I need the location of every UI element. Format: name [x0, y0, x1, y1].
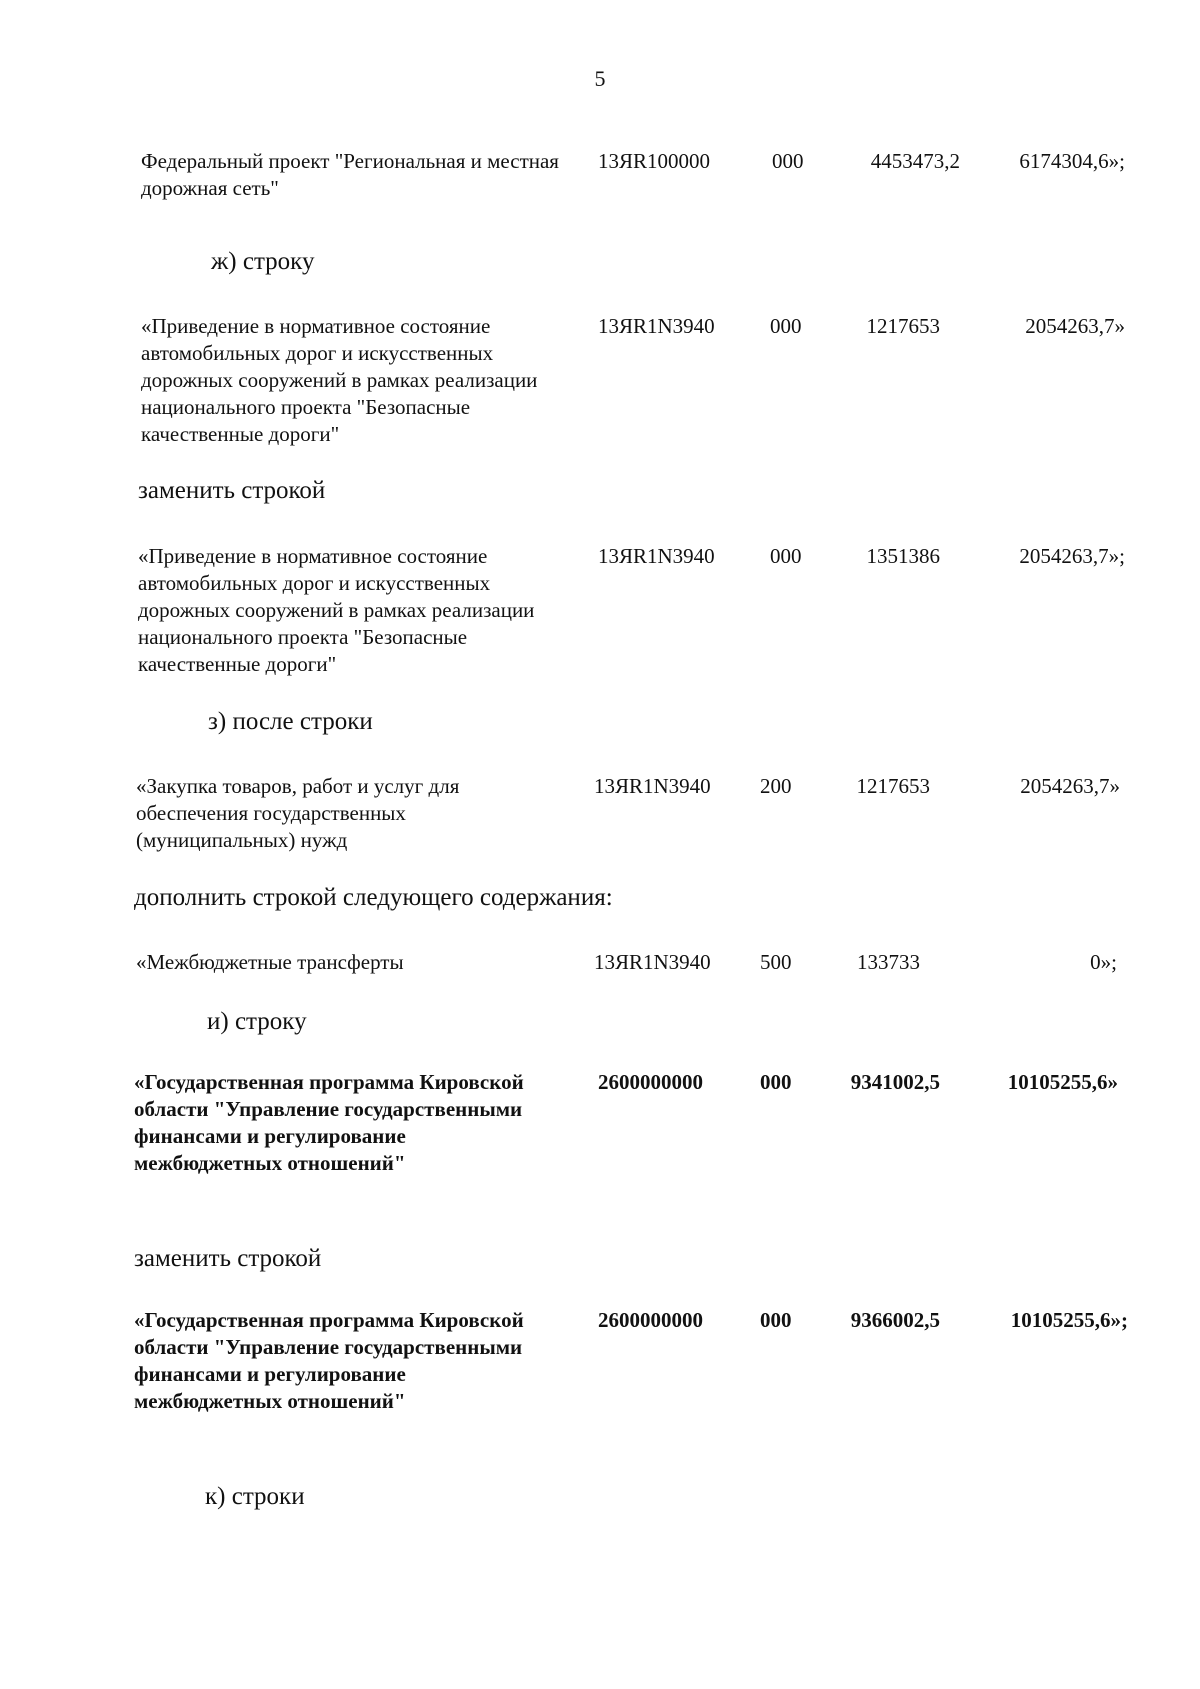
row-value-1: 133733	[857, 950, 920, 974]
row-name: «Межбюджетные трансферты	[136, 950, 404, 974]
row-vr: 000	[770, 314, 802, 338]
row-vr: 500	[760, 950, 792, 974]
row-vr: 000	[760, 1308, 792, 1332]
instruction-text: к) строки	[205, 1483, 305, 1510]
instruction-text: ж) строку	[211, 248, 315, 275]
page-number: 5	[594, 66, 606, 91]
row-value-2: 10105255,6»;	[1010, 1308, 1128, 1332]
row-value-2: 10105255,6»	[1007, 1070, 1118, 1094]
instruction-text: з) после строки	[208, 708, 373, 735]
row-code: 13ЯR1N3940	[594, 774, 711, 798]
row-code: 2600000000	[598, 1308, 703, 1332]
row-value-2: 0»;	[1090, 950, 1117, 974]
row-name: «Закупка товаров, работ и услуг для обеспечения государственных (муниципальных) нужд	[136, 774, 460, 852]
row-vr: 000	[772, 149, 804, 173]
row-value-1: 9366002,5	[850, 1308, 940, 1332]
row-value-2: 2054263,7»	[1025, 314, 1125, 338]
row-value-2: 2054263,7»	[1020, 774, 1120, 798]
row-value-1: 4453473,2	[870, 149, 960, 173]
row-vr: 000	[770, 544, 802, 568]
row-value-1: 1351386	[866, 544, 940, 568]
row-name: «Государственная программа Кировской области "Управление государственными финансами и регулирование межбюджетных отношений"	[134, 1308, 524, 1413]
row-code: 13ЯR1N3940	[594, 950, 711, 974]
row-value-1: 1217653	[856, 774, 930, 798]
row-code: 13ЯR100000	[598, 149, 711, 173]
row-value-1: 9341002,5	[850, 1070, 940, 1094]
row-name: «Государственная программа Кировской области "Управление государственными финансами и регулирование межбюджетных отношений"	[134, 1070, 524, 1175]
row-vr: 000	[760, 1070, 792, 1094]
instruction-text: заменить строкой	[134, 1245, 322, 1272]
row-name: «Приведение в нормативное состояние автомобильных дорог и искусственных дорожных сооружений в рамках реализации национального проекта "Безопасные качественные дороги"	[141, 314, 538, 446]
instruction-text: и) строку	[207, 1008, 307, 1035]
row-value-2: 2054263,7»;	[1019, 544, 1125, 568]
row-name: Федеральный проект "Региональная и местная дорожная сеть"	[141, 149, 559, 200]
row-code: 2600000000	[598, 1070, 703, 1094]
row-code: 13ЯR1N3940	[598, 314, 715, 338]
row-vr: 200	[760, 774, 792, 798]
instruction-text: заменить строкой	[138, 477, 326, 504]
instruction-text: дополнить строкой следующего содержания:	[134, 884, 613, 911]
row-value-2: 6174304,6»;	[1019, 149, 1125, 173]
row-code: 13ЯR1N3940	[598, 544, 715, 568]
row-value-1: 1217653	[866, 314, 940, 338]
row-name: «Приведение в нормативное состояние автомобильных дорог и искусственных дорожных сооружений в рамках реализации национального проекта "Безопасные качественные дороги"	[138, 544, 535, 676]
